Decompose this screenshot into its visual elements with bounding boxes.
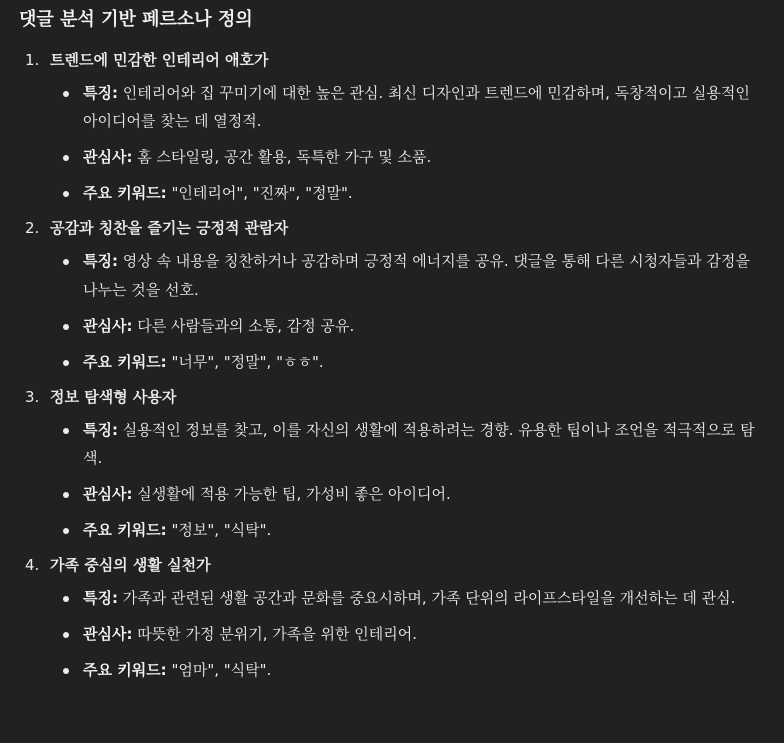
detail-item — [19, 348, 764, 376]
persona-list — [19, 47, 764, 685]
detail-item — [19, 620, 764, 648]
detail-label: 관심사: — [83, 316, 133, 335]
bullet-icon — [63, 191, 69, 197]
detail-text: 홈 스타일링, 공간 활용, 독특한 가구 및 소품. — [137, 148, 432, 167]
persona-number: 1. — [25, 50, 40, 69]
detail-item — [19, 143, 764, 171]
page-title: 댓글 분석 기반 페르소나 정의 — [19, 9, 253, 30]
detail-item — [19, 656, 764, 684]
persona-number: 4. — [25, 556, 40, 575]
bullet-icon — [63, 91, 69, 97]
persona-number: 3. — [25, 387, 40, 406]
persona-heading — [19, 552, 764, 578]
bullet-icon — [63, 528, 69, 534]
bullet-icon — [63, 668, 69, 674]
detail-item — [19, 179, 764, 207]
persona-item — [19, 552, 764, 684]
detail-item — [19, 247, 764, 303]
persona-details — [19, 584, 764, 684]
persona-title: 정보 탐색형 사용자 — [50, 387, 177, 406]
persona-title: 공감과 칭찬을 즐기는 긍정적 관람자 — [50, 219, 289, 238]
detail-text: 실용적인 정보를 찾고, 이를 자신의 생활에 적용하려는 경향. 유용한 팁이나 조언을 적극적으로 탐색. — [83, 420, 755, 467]
persona-heading — [19, 215, 764, 241]
detail-text: 다른 사람들과의 소통, 감정 공유. — [137, 316, 355, 335]
detail-text: 인테리어와 집 꾸미기에 대한 높은 관심. 최신 디자인과 트렌드에 민감하며, 독창적이고 실용적인 아이디어를 찾는 데 열정적. — [83, 84, 750, 131]
detail-label: 관심사: — [83, 148, 133, 167]
detail-text: "정보", "식탁". — [171, 521, 272, 540]
bullet-icon — [63, 155, 69, 161]
persona-number: 2. — [25, 219, 40, 238]
detail-text: "엄마", "식탁". — [171, 661, 272, 680]
detail-label: 특징: — [83, 420, 118, 439]
persona-details — [19, 247, 764, 375]
detail-item — [19, 79, 764, 135]
detail-label: 주요 키워드: — [83, 184, 167, 203]
persona-details — [19, 416, 764, 544]
detail-label: 관심사: — [83, 485, 133, 504]
persona-heading — [19, 47, 764, 73]
persona-item — [19, 384, 764, 544]
detail-label: 특징: — [83, 589, 118, 608]
persona-details — [19, 79, 764, 207]
bullet-icon — [63, 324, 69, 330]
detail-label: 주요 키워드: — [83, 352, 167, 371]
detail-text: 영상 속 내용을 칭찬하거나 공감하며 긍정적 에너지를 공유. 댓글을 통해 다른 시청자들과 감정을 나누는 것을 선호. — [83, 252, 750, 299]
detail-text: 실생활에 적용 가능한 팁, 가성비 좋은 아이디어. — [137, 485, 451, 504]
bullet-icon — [63, 596, 69, 602]
detail-label: 주요 키워드: — [83, 661, 167, 680]
persona-title: 트렌드에 민감한 인테리어 애호가 — [50, 50, 269, 69]
detail-text: 가족과 관련된 생활 공간과 문화를 중요시하며, 가족 단위의 라이프스타일을 개선하는 데 관심. — [122, 589, 736, 608]
detail-label: 특징: — [83, 252, 118, 271]
detail-item — [19, 312, 764, 340]
bullet-icon — [63, 492, 69, 498]
detail-text: "인테리어", "진짜", "정말". — [171, 184, 353, 203]
detail-label: 특징: — [83, 84, 118, 103]
detail-label: 주요 키워드: — [83, 521, 167, 540]
detail-item — [19, 480, 764, 508]
persona-heading — [19, 384, 764, 410]
detail-label: 관심사: — [83, 625, 133, 644]
detail-item — [19, 584, 764, 612]
persona-title: 가족 중심의 생활 실천가 — [50, 556, 211, 575]
bullet-icon — [63, 259, 69, 265]
bullet-icon — [63, 632, 69, 638]
detail-text: "너무", "정말", "ㅎㅎ". — [171, 352, 324, 371]
bullet-icon — [63, 428, 69, 434]
persona-item — [19, 215, 764, 375]
detail-text: 따뜻한 가정 분위기, 가족을 위한 인테리어. — [137, 625, 417, 644]
detail-item — [19, 416, 764, 472]
persona-item — [19, 47, 764, 207]
detail-item — [19, 516, 764, 544]
bullet-icon — [63, 360, 69, 366]
